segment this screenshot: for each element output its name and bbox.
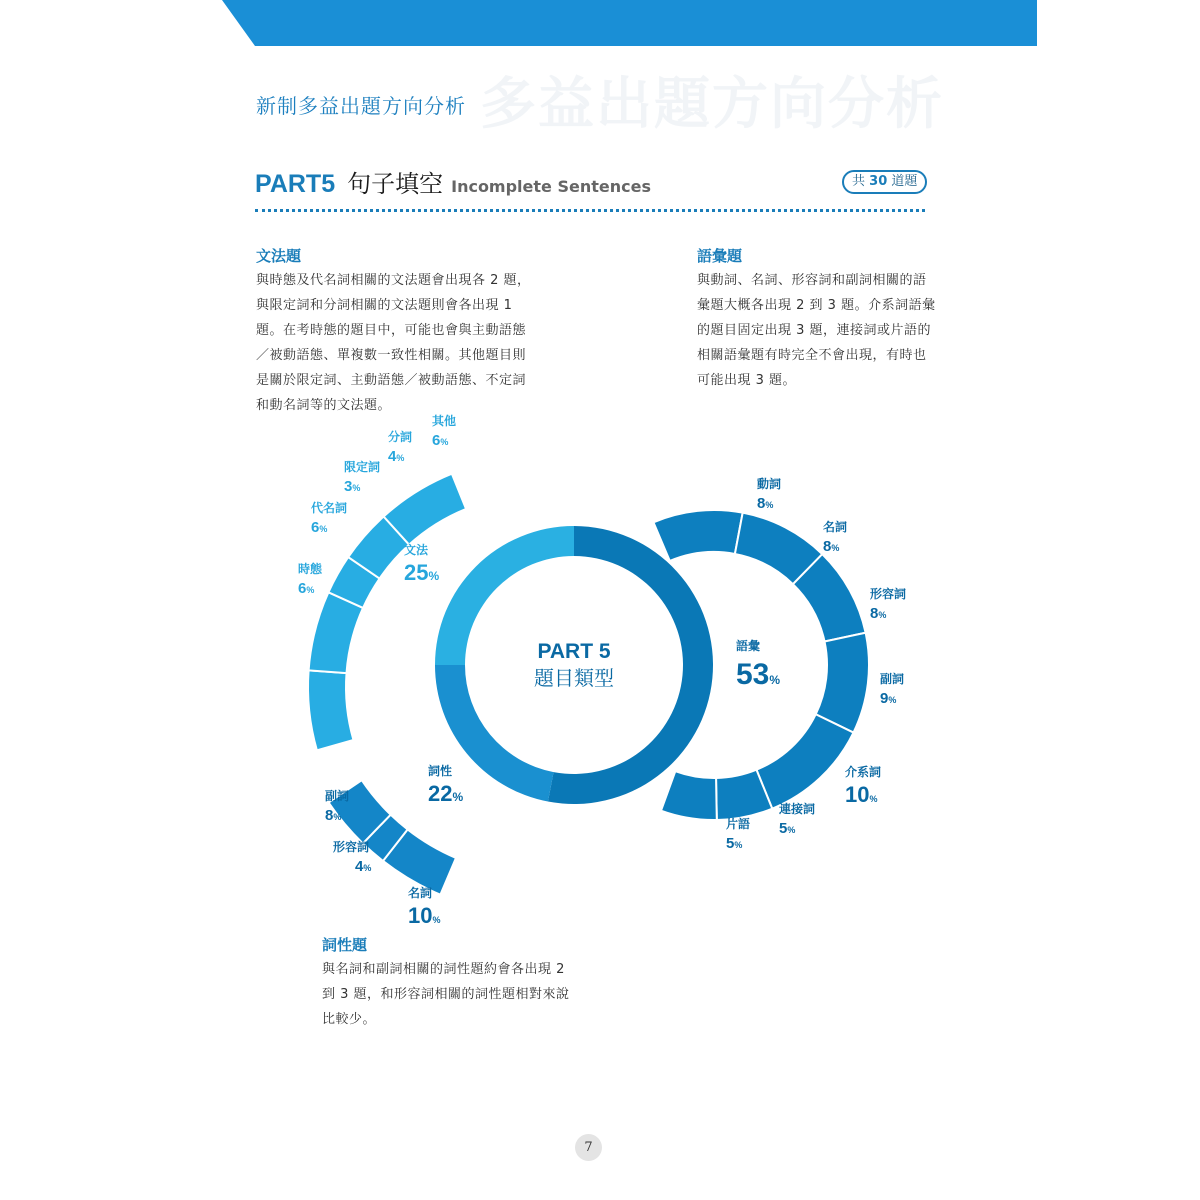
- text-line: 彙題大概各出現 2 到 3 題。介系詞語彙: [697, 298, 936, 313]
- pos-section-title: 詞性題: [322, 936, 368, 954]
- sub-label-value: 6%: [311, 519, 328, 536]
- sub-label-value: 8%: [325, 807, 342, 824]
- donut-segment-0: [548, 526, 713, 804]
- sub-label-name: 介系詞: [845, 765, 882, 779]
- vocab-section-title: 語彙題: [697, 247, 743, 265]
- text-line: 和動名詞等的文法題。: [256, 398, 392, 413]
- sub-label-name: 代名詞: [311, 501, 348, 515]
- text-line: 比較少。: [322, 1012, 377, 1027]
- sub-label-name: 副詞: [325, 789, 350, 803]
- category-label-name: 詞性: [428, 764, 453, 778]
- header-watermark: 多益出題方向分析: [480, 72, 944, 137]
- sub-label-value: 4%: [388, 448, 405, 465]
- category-label-name: 文法: [404, 543, 429, 557]
- sub-label-name: 形容詞: [333, 840, 370, 854]
- sub-label-name: 其他: [432, 414, 457, 428]
- sub-label-value: 5%: [779, 820, 796, 837]
- sub-arc-0-0: [653, 510, 742, 561]
- chart-center-subtitle: 題目類型: [534, 666, 614, 690]
- sub-label-value: 8%: [870, 605, 887, 622]
- category-label-value: 25%: [404, 560, 440, 585]
- grammar-section-title: 文法題: [256, 247, 302, 265]
- text-line: 與動詞、名詞、形容詞和副詞相關的語: [697, 273, 927, 288]
- header-title: 新制多益出題方向分析: [256, 94, 466, 118]
- text-line: 題。在考時態的題目中，可能也會與主動語態: [256, 323, 527, 338]
- part-title-english: Incomplete Sentences: [451, 177, 651, 196]
- text-line: 與時態及代名詞相關的文法題會出現各 2 題，: [256, 273, 531, 288]
- sub-label-value: 8%: [757, 495, 774, 512]
- text-line: 是關於限定詞、主動語態／被動語態、不定詞: [256, 373, 527, 388]
- sub-label-name: 副詞: [880, 672, 905, 686]
- badge-count: 30: [869, 174, 888, 189]
- sub-label-name: 連接詞: [779, 802, 816, 816]
- category-label-value: 22%: [428, 781, 464, 806]
- sub-label-value: 6%: [298, 580, 315, 597]
- text-line: ／被動語態、單複數一致性相關。其他題目則: [256, 348, 527, 363]
- sub-arc-0-4: [756, 714, 853, 808]
- sub-label-value: 9%: [880, 690, 897, 707]
- sub-label-name: 限定詞: [344, 460, 381, 474]
- sub-label-name: 名詞: [408, 886, 433, 900]
- part-number: PART5: [255, 170, 336, 198]
- category-label-value: 53%: [736, 658, 781, 691]
- text-line: 與名詞和副詞相關的詞性題約會各出現 2: [322, 962, 565, 977]
- sub-label-value: 6%: [432, 432, 449, 449]
- sub-label-name: 名詞: [823, 520, 848, 534]
- sub-label-name: 分詞: [388, 430, 413, 444]
- part-title-chinese: 句子填空: [347, 170, 444, 198]
- text-line: 的題目固定出現 3 題，連接詞或片語的: [697, 323, 932, 338]
- category-label-name: 語彙: [736, 639, 761, 653]
- badge-prefix: 共: [852, 174, 866, 189]
- sub-label-value: 4%: [355, 858, 372, 875]
- sub-label-value: 3%: [344, 478, 361, 495]
- text-line: 相關語彙題有時完全不會出現，有時也: [697, 348, 927, 363]
- text-line: 到 3 題，和形容詞相關的詞性題相對來說: [322, 987, 570, 1002]
- page-number: 7: [575, 1134, 602, 1161]
- sub-arc-0-6: [661, 771, 717, 820]
- sub-label-name: 片語: [726, 817, 751, 831]
- badge-suffix: 道題: [891, 174, 918, 189]
- sub-arc-2-0: [308, 670, 353, 750]
- text-line: 與限定詞和分詞相關的文法題則會各出現 1: [256, 298, 513, 313]
- sub-label-name: 動詞: [757, 477, 782, 491]
- sub-label-value: 8%: [823, 538, 840, 555]
- sub-label-value: 5%: [726, 835, 743, 852]
- sub-label-name: 時態: [298, 562, 323, 576]
- text-line: 可能出現 3 題。: [697, 373, 797, 388]
- sub-label-value: 10%: [408, 903, 441, 928]
- sub-label-value: 10%: [845, 782, 878, 807]
- sub-label-name: 形容詞: [870, 587, 907, 601]
- chart-center-title: PART 5: [537, 640, 611, 663]
